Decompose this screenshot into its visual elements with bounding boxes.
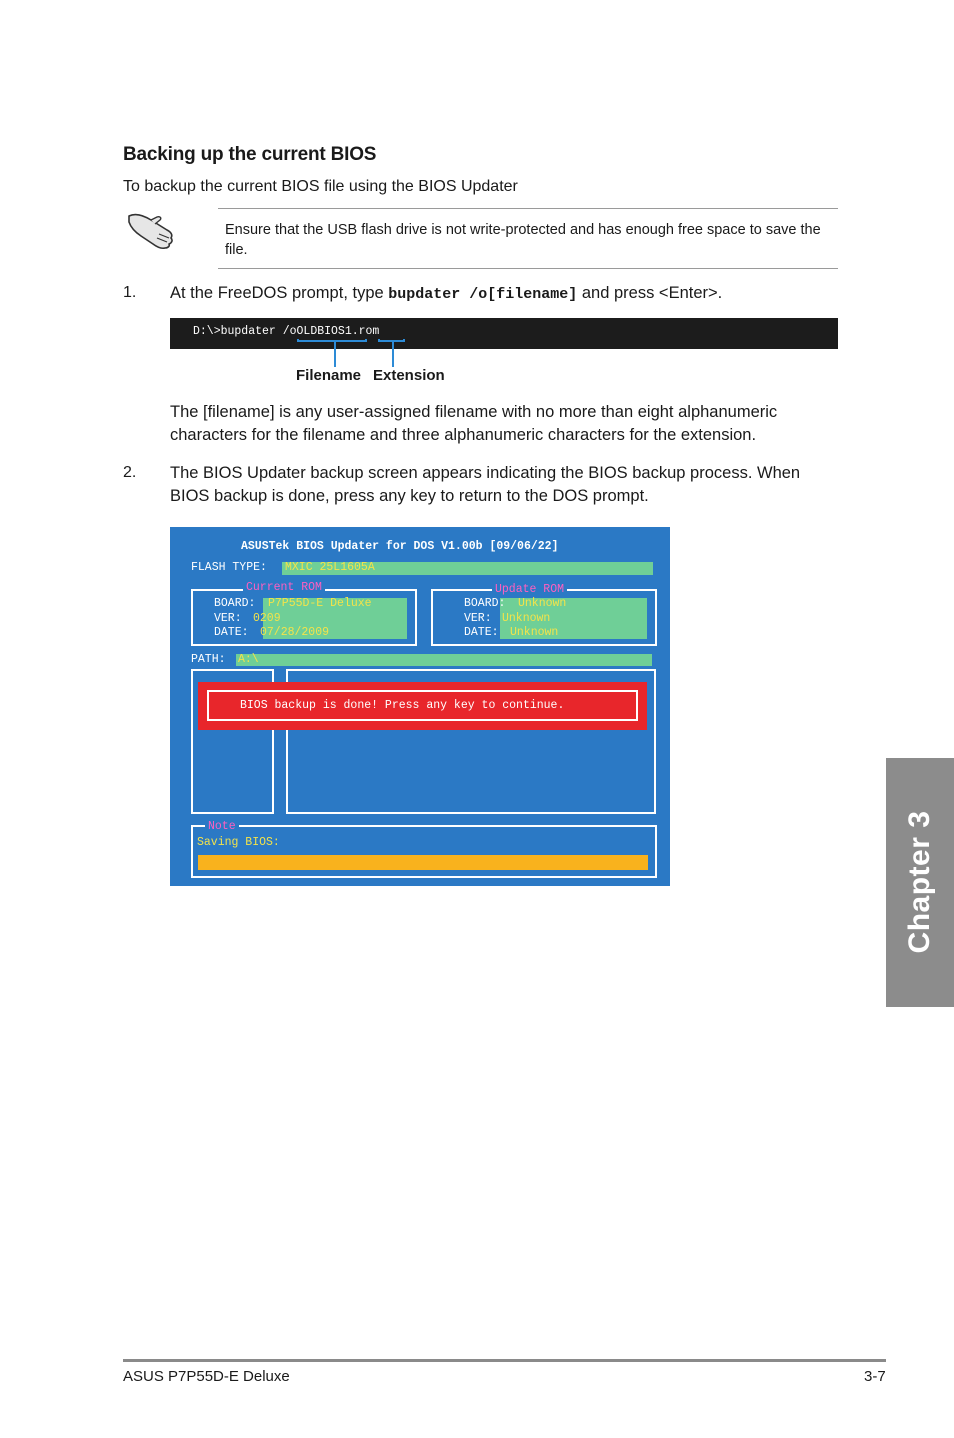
current-date-value: 07/28/2009 [260,626,330,639]
path-field [236,654,652,666]
path-value: A:\ [238,653,259,666]
path-label: PATH: [191,653,226,666]
section-intro: To backup the current BIOS file using the BIOS Updater [123,178,518,195]
progress-track [198,855,648,870]
step-1-text [170,282,722,306]
current-ver-value: 0209 [253,612,281,625]
note-text: Ensure that the USB flash drive is not write-protected and has enough free space to save the file. [225,222,821,258]
note-bottom-rule [218,268,838,269]
step-1-text-before: At the FreeDOS prompt, type [170,284,389,302]
step-2-number: 2. [123,464,137,481]
flash-type-label: FLASH TYPE: [191,561,267,574]
step-1-command: bupdater /o[filename] [388,286,578,303]
current-ver-label: VER: [214,612,242,625]
chapter-tab-label: Chapter 3 [903,810,936,954]
progress-bar-fill [198,855,648,870]
step-1-explanation: The [filename] is any user-assigned filename with no more than eight alphanumeric characters for the filename and three alphanumeric characters for the extension. [170,403,778,444]
current-rom-title: Current ROM [243,581,325,594]
update-rom-title: Update ROM [492,583,567,596]
callout-lines [290,336,420,370]
update-date-label: DATE: [464,626,499,639]
current-board-label: BOARD: [214,597,256,610]
bios-title: ASUSTek BIOS Updater for DOS V1.00b [09/06/22] [241,540,559,553]
current-board-value: P7P55D-E Deluxe [268,597,372,610]
note-box-title: Note [205,820,239,833]
current-date-label: DATE: [214,626,249,639]
footer-page-number: 3-7 [864,1368,886,1385]
step-1-number: 1. [123,284,137,301]
bios-updater-screen [170,527,670,886]
flash-type-value: MXIC 25L1605A [285,561,375,574]
section-heading: Backing up the current BIOS [123,144,377,165]
note-box-text: Saving BIOS: [197,836,280,849]
callout-extension-label: Extension [373,367,445,384]
note-box [191,825,657,878]
update-ver-value: Unknown [502,612,551,625]
update-board-label: BOARD: [464,597,506,610]
update-board-value: Unknown [518,597,567,610]
footer-product-name: ASUS P7P55D-E Deluxe [123,1368,290,1385]
message-text: BIOS backup is done! Press any key to continue. [240,699,565,712]
command-line-text: D:\>bupdater /oOLDBIOS1.rom [193,325,380,338]
update-date-value: Unknown [510,626,559,639]
callout-filename-label: Filename [296,367,362,384]
pointing-hand-icon [127,208,179,250]
step-1-text-after: and press <Enter>. [577,284,723,302]
update-ver-label: VER: [464,612,492,625]
note-top-rule [218,208,838,209]
step-2-text: The BIOS Updater backup screen appears indicating the BIOS backup process. When BIOS backup is done, press any key to return to the DOS prompt. [170,464,801,505]
footer-rule [123,1359,886,1362]
